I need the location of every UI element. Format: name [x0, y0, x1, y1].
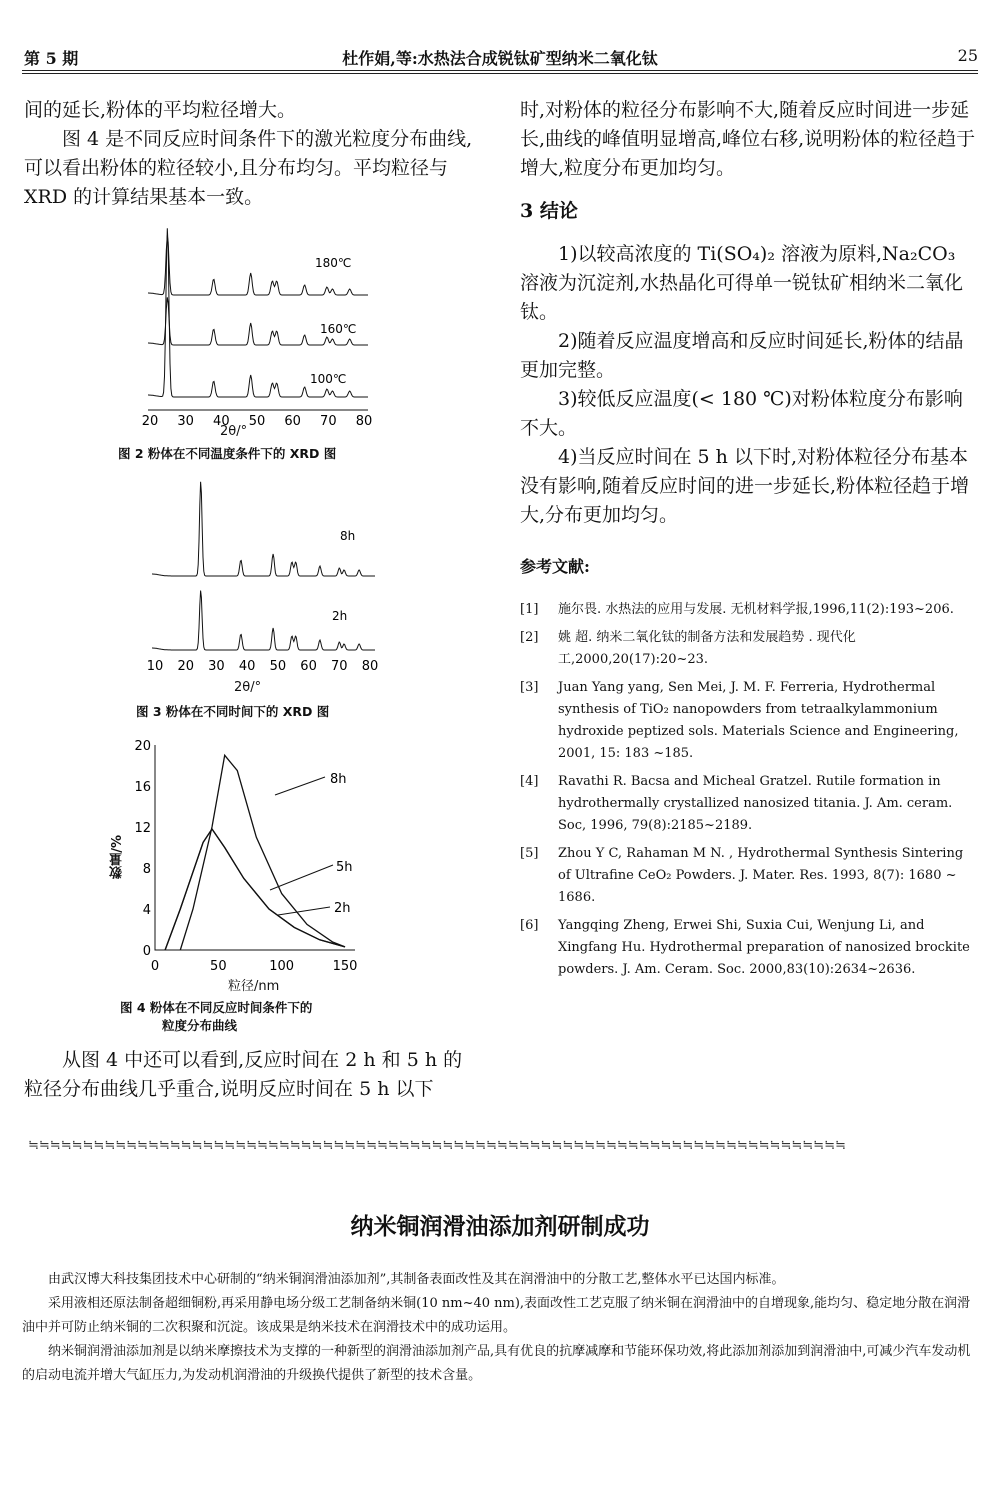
header-rule-2 — [22, 73, 978, 74]
x-tick-label: 50 — [210, 959, 227, 974]
x-tick-label: 150 — [332, 959, 358, 974]
running-title: 杜作娟,等:水热法合成锐钛矿型纳米二氧化钛 — [342, 49, 658, 68]
ornament-divider: ≒≒≒≒≒≒≒≒≒≒≒≒≒≒≒≒≒≒≒≒≒≒≒≒≒≒≒≒≒≒≒≒≒≒≒≒≒≒≒≒≒≒≒≒≒≒≒≒≒≒≒≒≒≒≒≒≒≒≒≒≒≒≒≒≒≒≒≒≒≒≒≒≒≒≒ — [28, 1138, 846, 1153]
x-tick-label: 80 — [361, 659, 379, 674]
left-column-top — [24, 96, 480, 212]
y-tick-label: 12 — [134, 821, 151, 836]
reference-item: [5] Zhou Y C, Rahaman M N. , Hydrothermal Synthesis Sintering of Ultrafine CeO₂ Powders. J. Mater. Res. 1993, 8(7): 1680 ~ 1686. — [520, 846, 964, 905]
y-tick-label: 20 — [134, 739, 151, 754]
x-tick-label: 40 — [213, 414, 230, 429]
x-tick-label: 10 — [146, 659, 164, 674]
figure-4-caption-2: 粒度分布曲线 — [162, 1018, 238, 1033]
x-tick-label: 50 — [269, 659, 287, 674]
left-column-bottom — [24, 1046, 480, 1104]
left-para-3: 从图 4 中还可以看到,反应时间在 2 h 和 5 h 的粒径分布曲线几乎重合,说明反应时间在 5 h 以下 — [24, 1049, 463, 1100]
left-para-2: 图 4 是不同反应时间条件下的激光粒度分布曲线,可以看出粉体的粒径较小,且分布均匀。平均粒径与 XRD 的计算结果基本一致。 — [24, 128, 473, 208]
reference-item: [3] Juan Yang yang, Sen Mei, J. M. F. Ferreria, Hydrothermal synthesis of TiO₂ nanopowders from tetraalkylammonium hydroxide peptized sols. Materials Science and Engineering, 2001, 15: 183 ~185. — [520, 680, 959, 761]
fig4-axis-lines — [155, 745, 355, 950]
news-body — [22, 1268, 974, 1388]
fig4-label-2h: 2h — [334, 901, 351, 916]
fig3-label-2h: 2h — [332, 609, 348, 623]
x-tick-label: 70 — [331, 659, 348, 674]
y-tick-label: 4 — [142, 903, 151, 918]
x-tick-label: 60 — [300, 659, 317, 674]
x-tick-label: 30 — [208, 659, 225, 674]
conclusion-2: 2)随着反应温度增高和反应时间延长,粉体的结晶更加完整。 — [520, 330, 964, 381]
conclusion-3: 3)较低反应温度(< 180 ℃)对粉体粒度分布影响不大。 — [520, 388, 963, 439]
fig4-label-5h: 5h — [336, 860, 353, 875]
x-tick-label: 60 — [284, 414, 301, 429]
right-column — [520, 96, 976, 987]
fig2-x-ticks — [142, 414, 373, 429]
y-tick-label: 8 — [142, 862, 151, 877]
figure-2-caption: 图 2 粉体在不同温度条件下的 XRD 图 — [118, 446, 337, 461]
x-tick-label: 20 — [141, 414, 159, 429]
news-para-2: 采用液相还原法制备超细铜粉,再采用静电场分级工艺制备纳米铜(10 nm~40 nm),表面改性工艺克服了纳米铜在润滑油中的自增现象,能均匀、稳定地分散在润滑油中并可防止纳米铜的二次积聚和沉淀。该成果是纳米技术在润滑技术中的成功运用。 — [22, 1296, 971, 1335]
fig4-leader-5h — [270, 865, 333, 890]
fig4-x-label: 粒径/nm — [228, 979, 280, 994]
fig2-x-label: 2θ/° — [220, 424, 248, 439]
references-title: 参考文献: — [520, 557, 590, 576]
news-title: 纳米铜润滑油添加剂研制成功 — [350, 1214, 650, 1240]
x-tick-label: 20 — [177, 659, 194, 674]
x-tick-label: 30 — [177, 414, 194, 429]
fig4-series-8h — [180, 755, 345, 950]
reference-item: [6] Yangqing Zheng, Erwei Shi, Suxia Cui, Wenjung Li, and Xingfang Hu. Hydrothermal preparation of nanosized brockite powders. J. Am. Ceram. Soc. 2000,83(10):2634~2636. — [520, 918, 970, 977]
fig3-x-ticks — [147, 659, 379, 674]
figure-2-xrd-temperature — [120, 215, 390, 430]
x-tick-label: 40 — [238, 659, 256, 674]
x-tick-label: 0 — [150, 959, 160, 974]
page-number: 25 — [957, 46, 978, 65]
y-tick-label: 16 — [134, 780, 151, 795]
x-tick-label: 70 — [320, 414, 337, 429]
fig3-label-8h: 8h — [340, 529, 356, 543]
y-tick-label: 0 — [142, 944, 151, 959]
references-list — [520, 599, 976, 981]
figure-3-xrd-time — [130, 478, 390, 678]
conclusion-4: 4)当反应时间在 5 h 以下时,对粉体粒径分布基本没有影响,随着反应时间的进一步延长,粉体粒径趋于增大,分布更加均匀。 — [520, 446, 970, 526]
left-para-1: 间的延长,粉体的平均粒径增大。 — [24, 99, 297, 121]
figure-4-caption-1: 图 4 粉体在不同反应时间条件下的 — [120, 1000, 313, 1015]
x-tick-label: 80 — [355, 414, 373, 429]
x-tick-label: 100 — [269, 959, 295, 974]
fig2-label-180: 180℃ — [315, 256, 352, 270]
fig4-label-8h: 8h — [330, 772, 347, 787]
header-rule — [22, 70, 978, 71]
fig4-leader-8h — [275, 777, 325, 795]
conclusion-1: 1)以较高浓度的 Ti(SO₄)₂ 溶液为原料,Na₂CO₃ 溶液为沉淀剂,水热晶化可得单一锐钛矿相纳米二氧化钛。 — [520, 243, 964, 323]
right-para-1: 时,对粉体的粒径分布影响不大,随着反应时间进一步延长,曲线的峰值明显增高,峰位右移,说明粉体的粒径趋于增大,粒度分布更加均匀。 — [520, 99, 976, 179]
fig3-x-label: 2θ/° — [234, 680, 262, 695]
reference-item: [1] 施尔畏. 水热法的应用与发展. 无机材料学报,1996,11(2):193~206. — [520, 602, 954, 617]
reference-item: [4] Ravathi R. Bacsa and Micheal Gratzel. Rutile formation in hydrothermally crystallized nanosized titania. J. Am. ceram. Soc, 1996, 79(8):2185~2189. — [520, 774, 953, 833]
fig4-leader-2h — [278, 907, 330, 915]
reference-item: [2] 姚 超. 纳米二氧化钛的制备方法和发展趋势 . 现代化工,2000,20(17):20~23. — [520, 630, 856, 667]
fig4-axes — [134, 739, 357, 974]
news-para-1: 由武汉博大科技集团技术中心研制的“纳米铜润滑油添加剂”,其制备表面改性及其在润滑油中的分散工艺,整体水平已达国内标准。 — [48, 1272, 785, 1287]
fig2-label-160: 160℃ — [320, 322, 357, 336]
fig4-y-label: 数量/% — [110, 835, 125, 879]
news-para-3: 纳米铜润滑油添加剂是以纳米摩擦技术为支撑的一种新型的润滑油添加剂产品,具有优良的抗摩减摩和节能环保功效,将此添加剂添加到润滑油中,可减少汽车发动机的启动电流并增大气缸压力,为发动机润滑油的升级换代提供了新型的技术含量。 — [22, 1344, 971, 1383]
figure-3-caption: 图 3 粉体在不同时间下的 XRD 图 — [136, 704, 330, 719]
fig2-label-100: 100℃ — [310, 372, 347, 386]
section-title: 3 结论 — [520, 200, 578, 222]
figure-4-particle-size — [100, 735, 380, 995]
x-tick-label: 50 — [248, 414, 266, 429]
issue-number: 第 5 期 — [24, 49, 79, 68]
